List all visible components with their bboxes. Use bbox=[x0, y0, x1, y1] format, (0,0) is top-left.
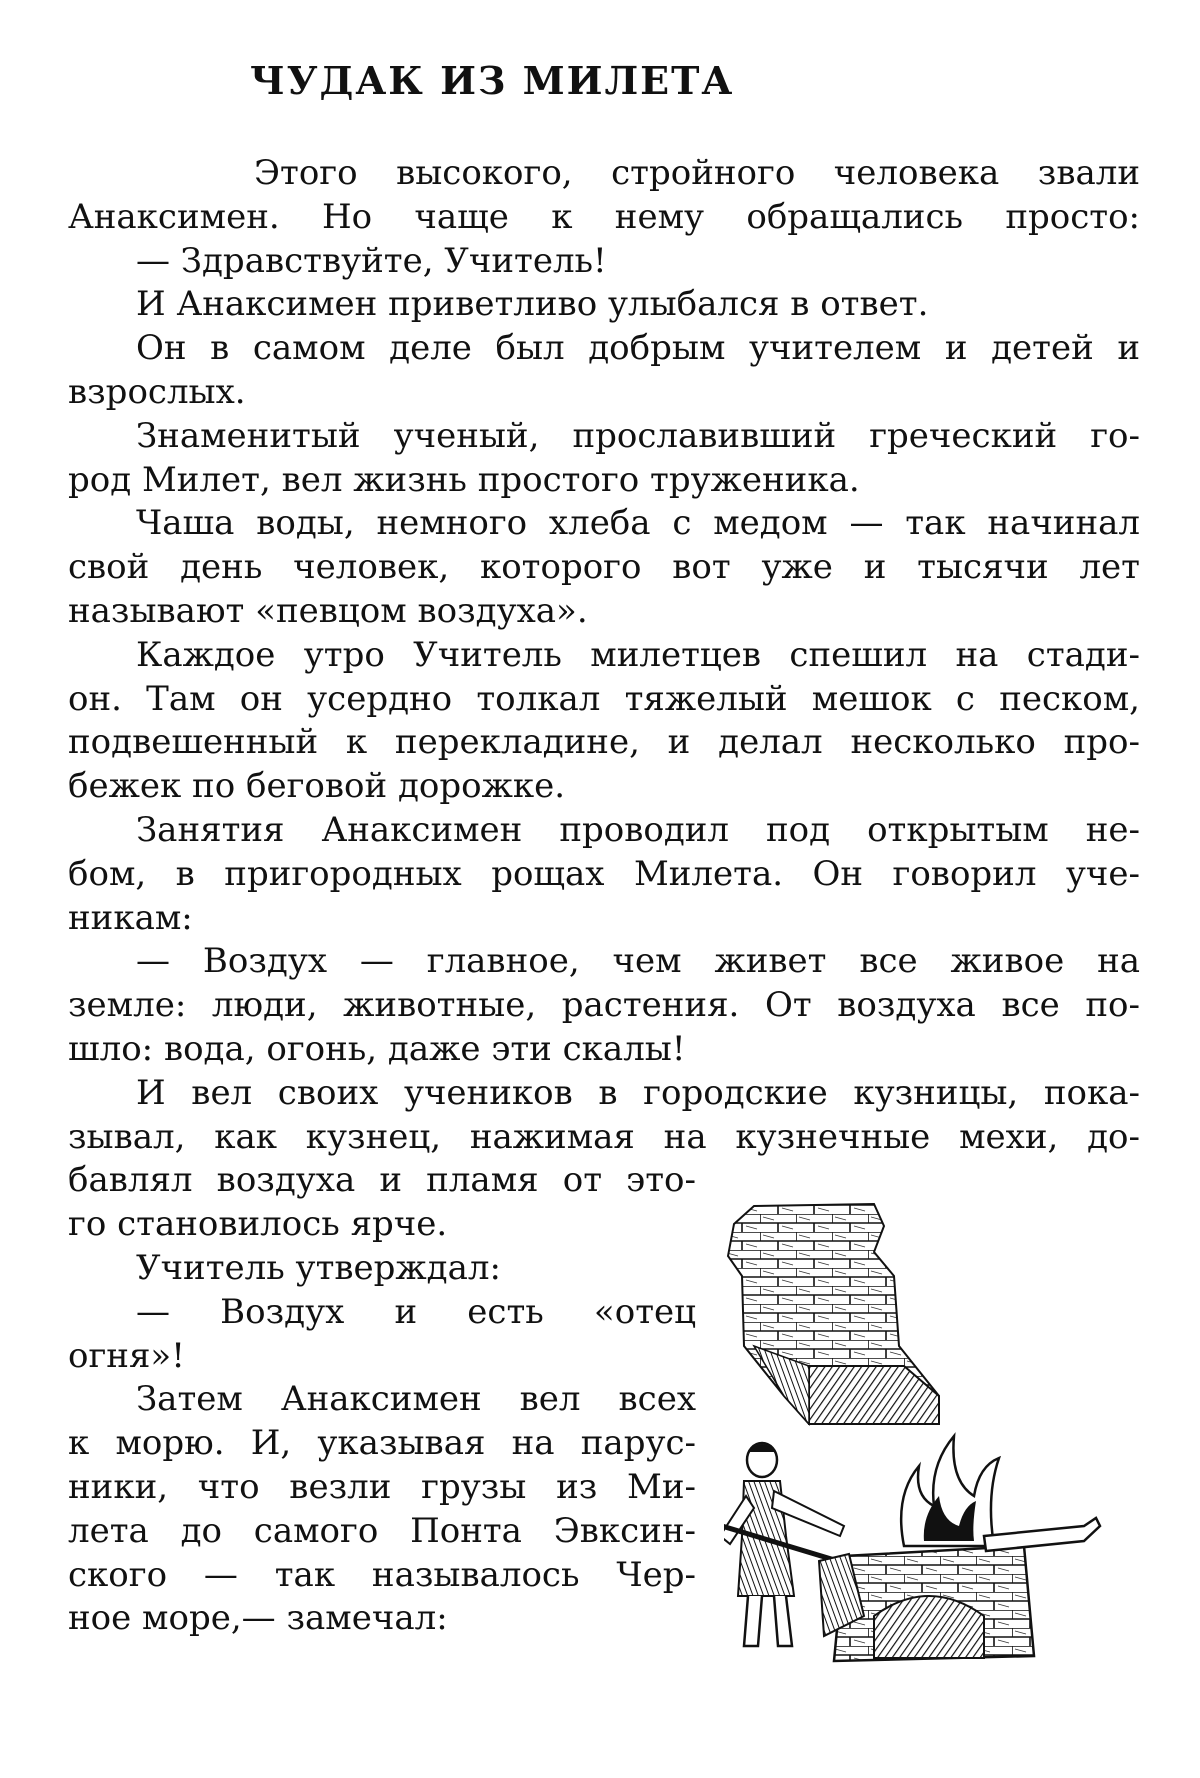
text-line: зывал, как кузнец, нажимая на кузнечные мехи, до- bbox=[68, 1116, 1140, 1157]
text-line: И Анаксимен приветливо улыбался в ответ. bbox=[136, 284, 929, 325]
chapter-title: ЧУДАК ИЗ МИЛЕТА bbox=[250, 58, 735, 103]
text-line: — Воздух — главное, чем живет все живое на bbox=[136, 941, 1140, 982]
blacksmith-forge-illustration bbox=[724, 1196, 1104, 1676]
text-line: Учитель утверждал: bbox=[136, 1247, 501, 1288]
text-line: взрослых. bbox=[68, 371, 246, 412]
text-line: подвешенный к перекладине, и делал несколько про- bbox=[68, 722, 1140, 763]
text-line: никам: bbox=[68, 897, 193, 938]
text-line: бавлял воздуха и пламя от это- bbox=[68, 1160, 696, 1201]
text-line: ное море,— замечал: bbox=[68, 1598, 448, 1639]
text-line: род Милет, вел жизнь простого труженика. bbox=[68, 459, 860, 500]
text-line: Он в самом деле был добрым учителем и детей и bbox=[136, 328, 1140, 369]
text-line: бежек по беговой дорожке. bbox=[68, 766, 566, 807]
text-line: свой день человек, которого вот уже и тысячи лет bbox=[68, 547, 1140, 588]
text-line: ского — так называлось Чер- bbox=[68, 1554, 696, 1595]
text-line: ники, что везли грузы из Ми- bbox=[68, 1466, 696, 1507]
text-line: Затем Анаксимен вел всех bbox=[136, 1379, 696, 1420]
text-line: — Здравствуйте, Учитель! bbox=[136, 240, 607, 281]
text-line: лета до самого Понта Эвксин- bbox=[68, 1510, 696, 1551]
text-line: Этого высокого, стройного человека звали bbox=[254, 153, 1140, 193]
text-line: огня»! bbox=[68, 1335, 185, 1376]
text-line: к морю. И, указывая на парус- bbox=[68, 1423, 696, 1464]
text-line: Анаксимен. Но чаще к нему обращались просто: bbox=[68, 196, 1140, 237]
text-line: называют «певцом воздуха». bbox=[68, 590, 588, 631]
text-line: шло: вода, огонь, даже эти скалы! bbox=[68, 1028, 686, 1069]
text-line: Чаша воды, немного хлеба с медом — так начинал bbox=[136, 503, 1140, 544]
text-line: он. Там он усердно толкал тяжелый мешок с песком, bbox=[68, 678, 1140, 719]
text-line: Занятия Анаксимен проводил под открытым не- bbox=[136, 809, 1140, 850]
text-line: Каждое утро Учитель милетцев спешил на стади- bbox=[136, 634, 1140, 675]
text-line: земле: люди, животные, растения. От воздуха все по- bbox=[68, 985, 1140, 1026]
text-line: — Воздух и есть «отец bbox=[136, 1291, 696, 1332]
text-line: Знаменитый ученый, прославивший греческий го- bbox=[136, 415, 1140, 456]
text-line: И вел своих учеников в городские кузницы, пока- bbox=[136, 1072, 1140, 1113]
text-line: го становилось ярче. bbox=[68, 1204, 448, 1245]
text-line: бом, в пригородных рощах Милета. Он говорил уче- bbox=[68, 853, 1140, 894]
